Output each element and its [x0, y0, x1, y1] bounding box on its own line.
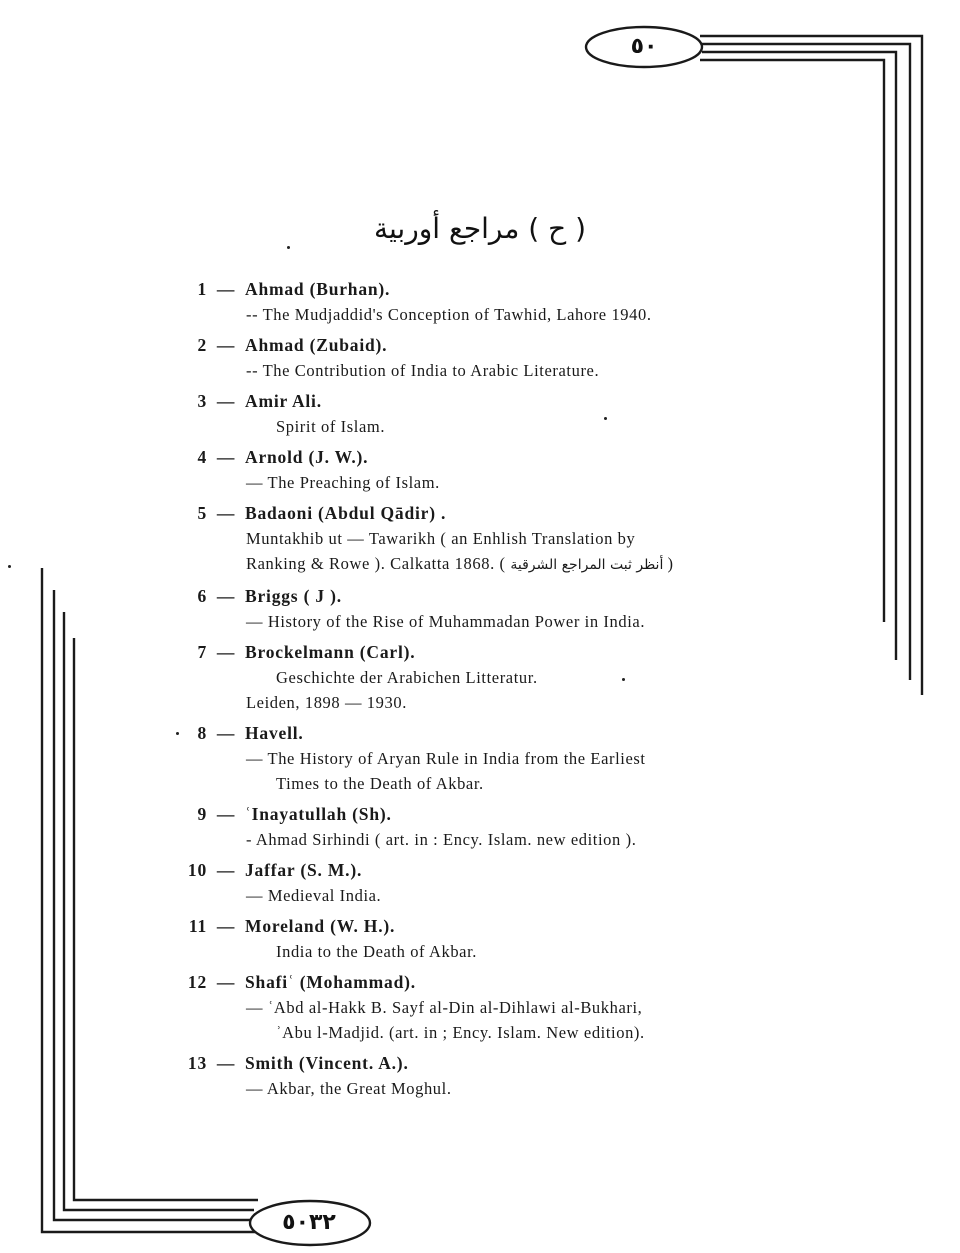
reference-author: ʿInayatullah (Sh).: [245, 804, 392, 824]
scan-speck: [176, 732, 179, 735]
reference-item: [168, 332, 788, 383]
reference-item: [168, 583, 788, 634]
reference-detail-line: [168, 302, 788, 327]
reference-detail-line: [168, 665, 788, 690]
reference-heading: [168, 500, 788, 526]
reference-detail-text: -- The Contribution of India to Arabic Literature.: [246, 361, 600, 380]
reference-detail-text: Ranking & Rowe ). Calkatta 1868. (: [246, 554, 506, 573]
reference-number: 2: [197, 335, 207, 355]
reference-dash: —: [216, 391, 236, 411]
reference-dash: —: [216, 804, 236, 824]
reference-detail-text: — The Preaching of Islam.: [246, 473, 440, 492]
reference-detail-text: Times to the Death of Akbar.: [276, 774, 484, 793]
reference-detail-line: [168, 746, 788, 771]
reference-author: Ahmad (Zubaid).: [245, 335, 388, 355]
reference-author: Amir Ali.: [245, 391, 322, 411]
reference-detail-text: Muntakhib ut — Tawarikh ( an Enhlish Translation by: [246, 529, 636, 548]
reference-heading: [168, 332, 788, 358]
reference-dash: —: [216, 447, 236, 467]
reference-number: 6: [197, 586, 207, 606]
reference-heading: [168, 388, 788, 414]
reference-detail-text: Leiden, 1898 — 1930.: [246, 693, 407, 712]
reference-item: [168, 639, 788, 715]
section-title: ( ح ) مراجع أوربية: [373, 212, 587, 245]
reference-heading: [168, 857, 788, 883]
reference-item: [168, 969, 788, 1045]
reference-item: [168, 388, 788, 439]
reference-author: Arnold (J. W.).: [245, 447, 369, 467]
reference-author: Ahmad (Burhan).: [245, 279, 391, 299]
reference-detail-text: - Ahmad Sirhindi ( art. in : Ency. Islam. new edition ).: [246, 830, 637, 849]
reference-detail-line: [168, 1020, 788, 1045]
page-number-top: ٥٠: [630, 34, 658, 59]
scan-speck: [604, 417, 607, 420]
reference-number: 3: [197, 391, 207, 411]
reference-detail-line: [168, 358, 788, 383]
reference-detail-text: Spirit of Islam.: [276, 417, 386, 436]
reference-number: 1: [197, 279, 207, 299]
reference-heading: [168, 720, 788, 746]
scan-speck: [8, 565, 11, 568]
reference-detail-text: — ʿAbd al-Hakk B. Sayf al-Din al-Dihlawi al-Bukhari,: [246, 998, 643, 1017]
reference-author: Badaoni (Abdul Qādir) .: [245, 503, 447, 523]
reference-item: [168, 276, 788, 327]
reference-detail-text: — History of the Rise of Muhammadan Power in India.: [246, 612, 646, 631]
reference-item: [168, 801, 788, 852]
scan-speck: [287, 246, 290, 249]
reference-detail-text: Geschichte der Arabichen Litteratur.: [276, 668, 538, 687]
arabic-cross-reference: أنظر ثبت المراجع الشرقية: [510, 557, 664, 573]
reference-detail-line: [168, 551, 788, 578]
reference-detail-line: [168, 1076, 788, 1101]
reference-number: 4: [197, 447, 207, 467]
reference-heading: [168, 276, 788, 302]
reference-detail-line: [168, 771, 788, 796]
reference-author: Brockelmann (Carl).: [245, 642, 416, 662]
reference-detail-suffix: ): [663, 554, 674, 573]
reference-number: 11: [188, 916, 207, 936]
reference-number: 5: [197, 503, 207, 523]
reference-author: Havell.: [245, 723, 304, 743]
reference-heading: [168, 639, 788, 665]
reference-detail-text: — Akbar, the Great Moghul.: [246, 1079, 452, 1098]
reference-item: [168, 500, 788, 578]
reference-detail-line: [168, 995, 788, 1020]
reference-detail-line: [168, 690, 788, 715]
reference-detail-text: -- The Mudjaddid's Conception of Tawhid, Lahore 1940.: [246, 305, 652, 324]
reference-detail-text: ʾAbu l-Madjid. (art. in ; Ency. Islam. New edition).: [276, 1023, 645, 1042]
reference-dash: —: [216, 1053, 236, 1073]
reference-number: 8: [197, 723, 207, 743]
reference-detail-line: [168, 526, 788, 551]
page-number-bottom: ٥٠٣٢: [282, 1210, 336, 1235]
reference-dash: —: [216, 642, 236, 662]
reference-heading: [168, 801, 788, 827]
reference-dash: —: [216, 335, 236, 355]
reference-list: [168, 276, 788, 1106]
reference-detail-line: [168, 939, 788, 964]
reference-heading: [168, 583, 788, 609]
reference-detail-text: — The History of Aryan Rule in India from the Earliest: [246, 749, 646, 768]
reference-number: 10: [187, 860, 207, 880]
reference-item: [168, 857, 788, 908]
reference-dash: —: [216, 972, 236, 992]
reference-item: [168, 720, 788, 796]
reference-author: Shafiʿ (Mohammad).: [245, 972, 416, 992]
reference-detail-text: India to the Death of Akbar.: [276, 942, 477, 961]
reference-heading: [168, 444, 788, 470]
reference-heading: [168, 969, 788, 995]
reference-detail-line: [168, 414, 788, 439]
reference-detail-line: [168, 609, 788, 634]
reference-heading: [168, 913, 788, 939]
reference-item: [168, 1050, 788, 1101]
reference-number: 9: [197, 804, 207, 824]
reference-number: 12: [187, 972, 207, 992]
reference-detail-text: — Medieval India.: [246, 886, 382, 905]
reference-detail-line: [168, 827, 788, 852]
reference-dash: —: [216, 503, 236, 523]
reference-dash: —: [216, 279, 236, 299]
reference-heading: [168, 1050, 788, 1076]
reference-dash: —: [216, 723, 236, 743]
reference-dash: —: [216, 586, 236, 606]
reference-item: [168, 444, 788, 495]
scan-speck: [622, 678, 625, 681]
reference-author: Briggs ( J ).: [245, 586, 342, 606]
reference-detail-line: [168, 883, 788, 908]
reference-detail-line: [168, 470, 788, 495]
reference-dash: —: [216, 916, 236, 936]
reference-dash: —: [216, 860, 236, 880]
reference-author: Moreland (W. H.).: [245, 916, 396, 936]
reference-author: Jaffar (S. M.).: [245, 860, 363, 880]
reference-author: Smith (Vincent. A.).: [245, 1053, 409, 1073]
reference-number: 13: [187, 1053, 207, 1073]
reference-item: [168, 913, 788, 964]
reference-number: 7: [197, 642, 207, 662]
